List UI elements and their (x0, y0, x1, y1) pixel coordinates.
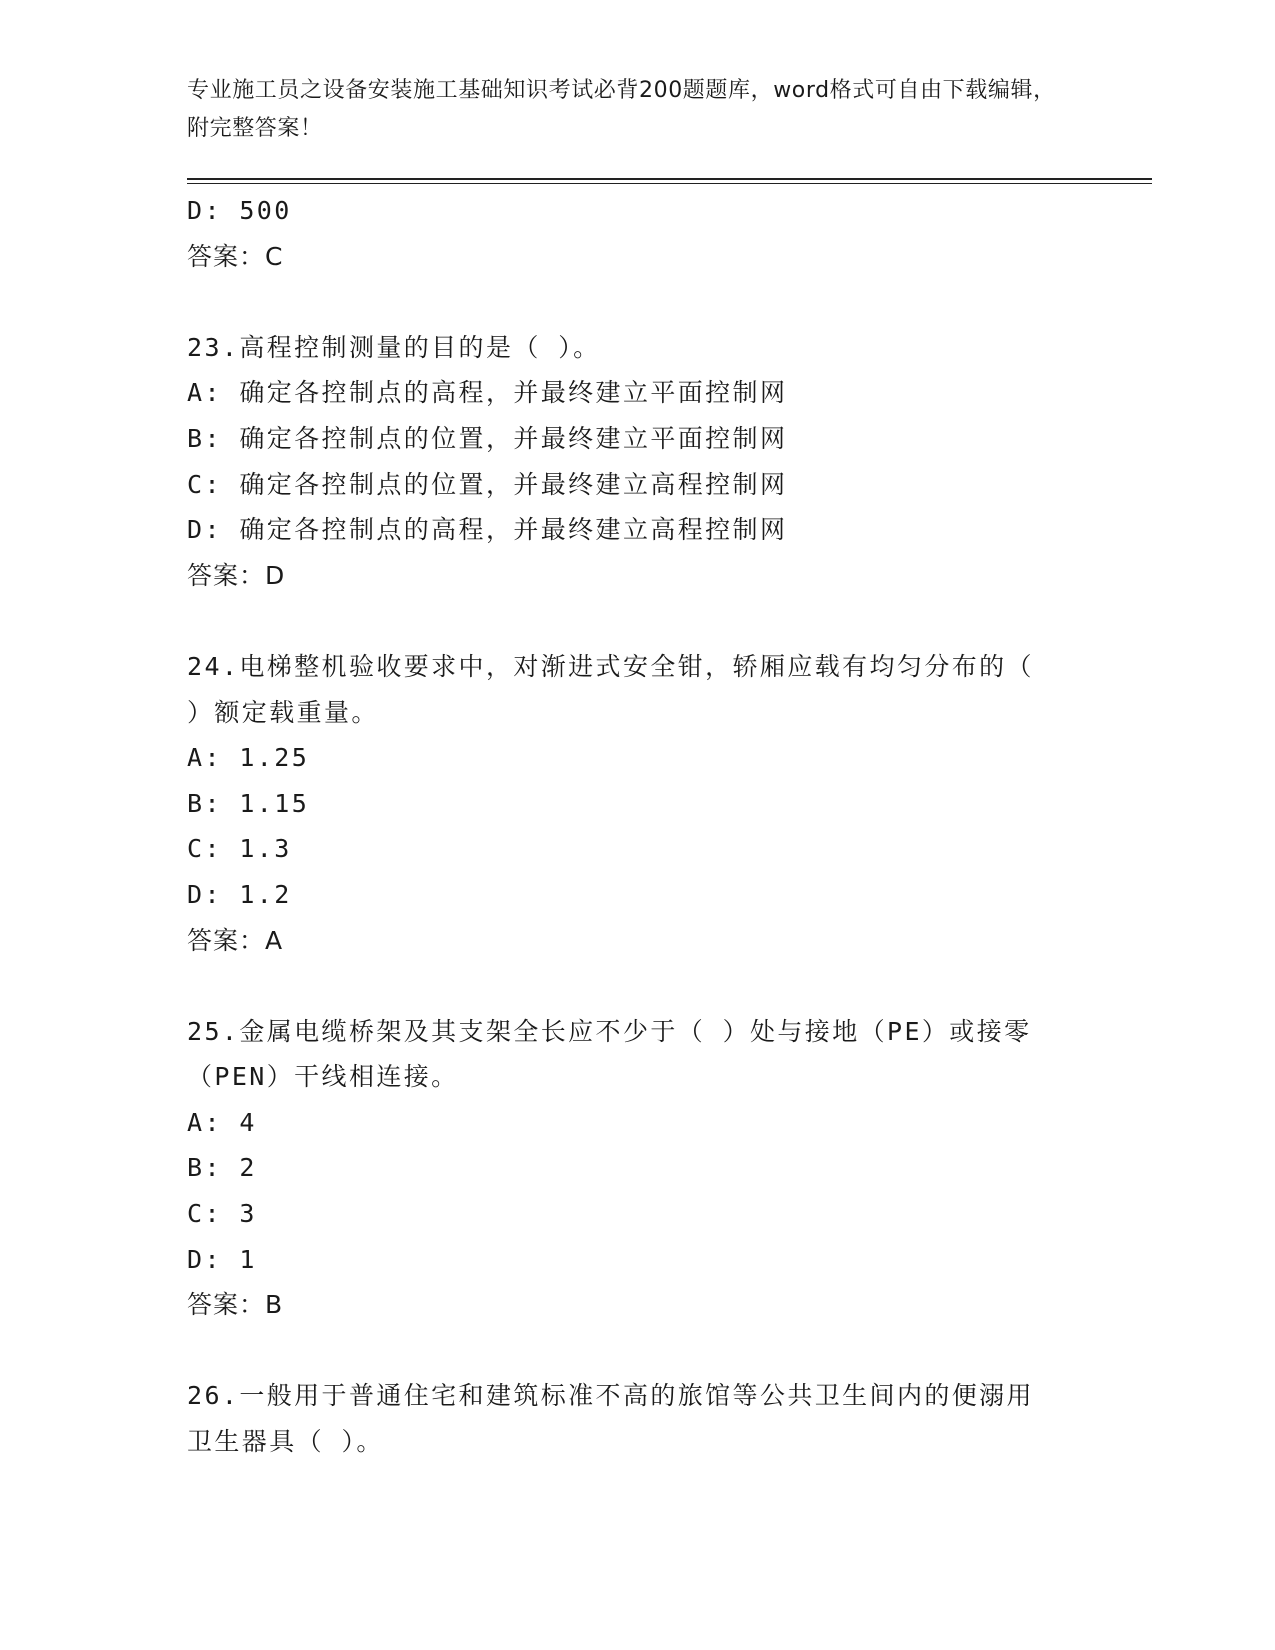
answer-line: 答案：D (187, 560, 286, 590)
question-stem: 26.一般用于普通住宅和建筑标准不高的旅馆等公共卫生间内的便溺用 (187, 1381, 1034, 1411)
question-stem-continued: （PEN）干线相连接。 (187, 1062, 459, 1092)
option-b: B: 1.15 (187, 788, 310, 818)
answer-line: 答案：B (187, 1290, 284, 1320)
question-stem: 24.电梯整机验收要求中，对渐进式安全钳，轿厢应载有均匀分布的（ (187, 651, 1034, 681)
option-d: D: 1 (187, 1244, 257, 1274)
answer-line: 答案：A (187, 925, 284, 955)
option-a: A: 确定各控制点的高程，并最终建立平面控制网 (187, 378, 788, 408)
question-stem-continued: ）额定载重量。 (187, 697, 379, 727)
header-rule-thin (187, 183, 1152, 184)
option-d: D: 确定各控制点的高程，并最终建立高程控制网 (187, 515, 788, 545)
option-d: D: 1.2 (187, 879, 292, 909)
question-stem: 25.金属电缆桥架及其支架全长应不少于（ ）处与接地（PE）或接零 (187, 1016, 1032, 1046)
option-d: D: 500 (187, 196, 292, 225)
question-stem-continued: 卫生器具（ ）。 (187, 1427, 384, 1457)
document-header (187, 72, 1067, 148)
question-stem: 23.高程控制测量的目的是（ ）。 (187, 332, 601, 362)
option-c: C: 1.3 (187, 834, 292, 864)
option-b: B: 2 (187, 1153, 257, 1183)
header-rule-thick (187, 178, 1152, 180)
option-c: C: 确定各控制点的位置，并最终建立高程控制网 (187, 469, 788, 499)
option-c: C: 3 (187, 1199, 257, 1229)
header-title: 专业施工员之设备安装施工基础知识考试必背200题题库，word格式可自由下载编辑，附完整答案！ (187, 78, 1056, 141)
option-a: A: 4 (187, 1107, 257, 1137)
document-body (187, 188, 1087, 1465)
answer-line: 答案：C (187, 241, 284, 271)
option-a: A: 1.25 (187, 743, 310, 773)
option-b: B: 确定各控制点的位置，并最终建立平面控制网 (187, 423, 788, 453)
